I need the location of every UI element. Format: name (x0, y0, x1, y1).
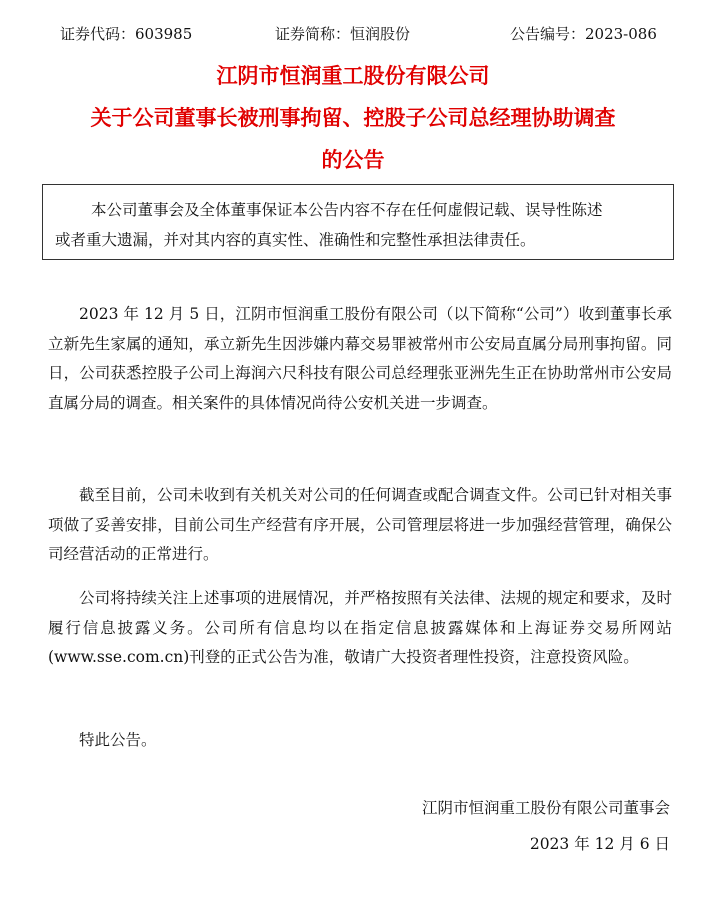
stock-code: 证券代码：603985 (60, 25, 193, 43)
title-company: 江阴市恒润重工股份有限公司 (216, 64, 490, 88)
signature-date: 2023 年 12 月 6 日 (529, 835, 670, 853)
body-section-4 (48, 726, 672, 762)
body-section-2 (48, 481, 672, 576)
paragraph-detention: 2023 年 12 月 5 日，江阴市恒润重工股份有限公司（以下简称“公司”）收到董事长承立新先生家属的通知，承立新先生因涉嫌内幕交易罪被常州市公安局直属分局刑事拘留。同日，公司获悉控股子公司上海润六尺科技有限公司总经理张亚洲先生正在协助常州市公安局直属分局的调查。相关案件的具体情况尚待公安机关进一步调查。 (48, 305, 672, 412)
title-subject: 关于公司董事长被刑事拘留、控股子公司总经理协助调查 (90, 106, 616, 130)
paragraph-disclosure: 公司将持续关注上述事项的进展情况，并严格按照有关法律、法规的规定和要求，及时履行信息披露义务。公司所有信息均以在指定信息披露媒体和上海证券交易所网站(www.sse.com.cn)刊登的正式公告为准，敬请广大投资者理性投资，注意投资风险。 (48, 589, 672, 666)
title-suffix: 的公告 (321, 148, 385, 172)
body-section-1 (48, 300, 672, 424)
announcement-number: 公告编号：2023-086 (510, 25, 657, 43)
notice-line-2: 或者重大遗漏，并对其内容的真实性、准确性和完整性承担法律责任。 (55, 231, 536, 249)
notice-line-1: 本公司董事会及全体董事保证本公告内容不存在任何虚假记载、误导性陈述 (91, 201, 603, 219)
paragraph-operations: 截至目前，公司未收到有关机关对公司的任何调查或配合调查文件。公司已针对相关事项做了妥善安排，目前公司生产经营有序开展，公司管理层将进一步加强经营管理，确保公司经营活动的正常进行。 (48, 486, 672, 563)
stock-abbreviation: 证券简称：恒润股份 (275, 25, 411, 43)
paragraph-closing: 特此公告。 (79, 731, 157, 749)
signature-company: 江阴市恒润重工股份有限公司董事会 (421, 799, 670, 817)
body-section-3 (48, 584, 672, 679)
board-guarantee-notice (42, 184, 674, 260)
